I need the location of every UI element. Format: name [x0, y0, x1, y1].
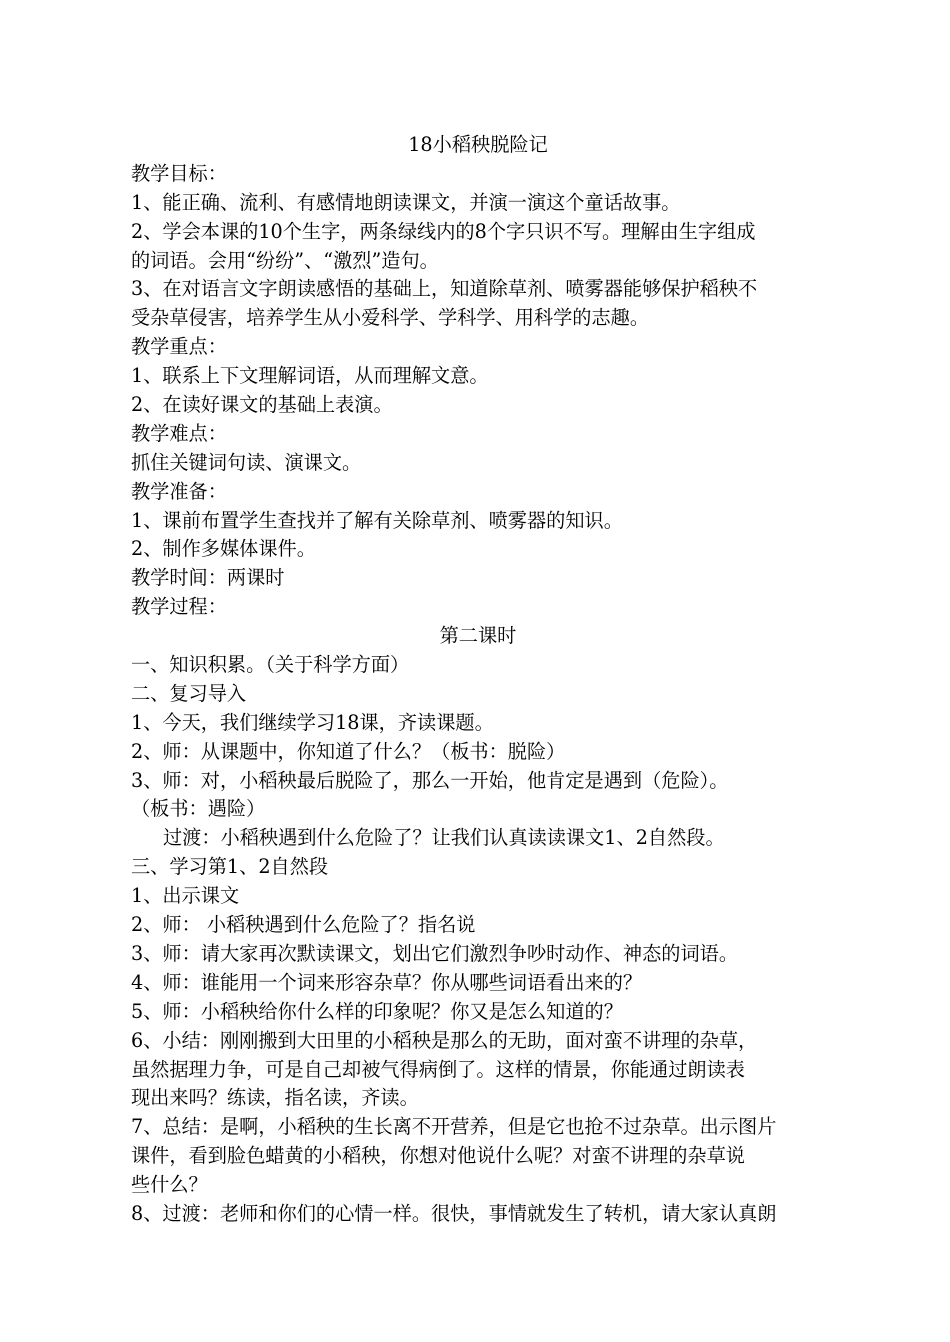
text-line: 课件，看到脸色蜡黄的小稻秧，你想对他说什么呢？对蛮不讲理的杂草说 — [131, 1144, 745, 1168]
teaching-time: 教学时间：两课时 — [131, 566, 285, 590]
heading-preparation: 教学准备： — [131, 479, 227, 503]
text-line: 二、复习导入 — [131, 681, 247, 705]
text-line: 2、在读好课文的基础上表演。 — [131, 393, 393, 417]
heading-process: 教学过程： — [131, 595, 227, 619]
text-line: 2、学会本课的10个生字，两条绿线内的8个字只识不写。理解由生字组成 — [131, 219, 756, 243]
text-line: 过渡：小稻秧遇到什么危险了？让我们认真读读课文1、2自然段。 — [163, 826, 725, 850]
text-line: 2、制作多媒体课件。 — [131, 537, 316, 561]
document-page — [131, 131, 825, 1229]
heading-difficulties: 教学难点： — [131, 421, 227, 445]
text-line: 3、师：对，小稻秧最后脱险了，那么一开始，他肯定是遇到（危险）。 — [131, 768, 729, 792]
text-line: 2、师：从课题中，你知道了什么？（板书：脱险） — [131, 739, 566, 763]
text-line: 5、师：小稻秧给你什么样的印象呢？你又是怎么知道的？ — [131, 999, 623, 1023]
text-line: 2、师： 小稻秧遇到什么危险了？指名说 — [131, 913, 476, 937]
text-line: 抓住关键词句读、演课文。 — [131, 450, 362, 474]
text-line: 8、过渡：老师和你们的心情一样。很快，事情就发生了转机，请大家认真朗 — [131, 1201, 777, 1225]
text-line: 3、师：请大家再次默读课文，划出它们激烈争吵时动作、神态的词语。 — [131, 941, 739, 965]
text-line: （板书：遇险） — [131, 797, 266, 821]
text-line: 1、今天，我们继续学习18课，齐读课题。 — [131, 710, 494, 734]
text-line: 4、师：谁能用一个词来形容杂草？你从哪些词语看出来的？ — [131, 970, 643, 994]
text-line: 些什么？ — [131, 1173, 208, 1197]
text-line: 1、联系上下文理解词语，从而理解文意。 — [131, 364, 489, 388]
heading-key-points: 教学重点： — [131, 335, 227, 359]
text-line: 1、出示课文 — [131, 884, 240, 908]
section-title: 第二课时 — [439, 624, 517, 648]
text-line: 1、能正确、流利、有感情地朗读课文，并演一演这个童话故事。 — [131, 190, 681, 214]
text-line: 虽然据理力争，可是自己却被气得病倒了。这样的情景，你能通过朗读表 — [131, 1057, 745, 1081]
text-line: 三、学习第1、2自然段 — [131, 855, 329, 879]
text-line: 的词语。会用“纷纷”、“激烈”造句。 — [131, 248, 439, 272]
text-line: 一、知识积累。（关于科学方面） — [131, 653, 410, 677]
text-line: 现出来吗？练读，指名读，齐读。 — [131, 1086, 419, 1110]
text-line: 1、课前布置学生查找并了解有关除草剂、喷雾器的知识。 — [131, 508, 623, 532]
heading-teaching-goals: 教学目标： — [131, 161, 227, 185]
text-line: 受杂草侵害，培养学生从小爱科学、学科学、用科学的志趣。 — [131, 306, 650, 330]
text-line: 6、小结：刚刚搬到大田里的小稻秧是那么的无助，面对蛮不讲理的杂草， — [131, 1028, 758, 1052]
text-line: 3、在对语言文字朗读感悟的基础上，知道除草剂、喷雾器能够保护稻秧不 — [131, 277, 758, 301]
document-title: 18小稻秧脱险记 — [408, 133, 548, 156]
text-line: 7、总结：是啊，小稻秧的生长离不开营养，但是它也抢不过杂草。出示图片 — [131, 1115, 777, 1139]
